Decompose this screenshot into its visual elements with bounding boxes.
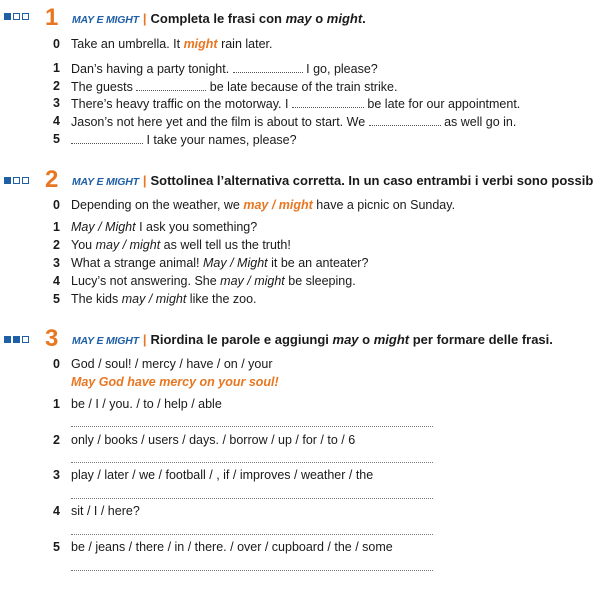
difficulty-square-filled <box>4 177 11 184</box>
answer-line[interactable] <box>71 534 433 535</box>
item-number: 0 <box>53 37 60 51</box>
example-answer: May God have mercy on your soul! <box>71 375 279 389</box>
word-list: God / soul! / mercy / have / on / your <box>71 357 273 371</box>
word-list: sit / I / here? <box>71 504 140 518</box>
item-number: 4 <box>53 114 60 128</box>
item-number: 2 <box>53 433 60 447</box>
difficulty-square-empty <box>13 13 20 20</box>
exercise-number: 2 <box>45 166 59 193</box>
item-number: 2 <box>53 79 60 93</box>
difficulty-square-empty <box>22 13 29 20</box>
alternatives-choice[interactable]: May / Might <box>71 220 136 234</box>
topic-tag: MAY E MIGHT <box>72 14 139 26</box>
separator: | <box>142 11 147 26</box>
sentence: You may / might as well tell us the truth! <box>71 238 291 252</box>
sentence: Lucy’s not answering. She may / might be sleeping. <box>71 274 356 288</box>
item-number: 2 <box>53 238 60 252</box>
topic-tag: MAY E MIGHT <box>72 176 139 188</box>
item-number: 3 <box>53 256 60 270</box>
item-number: 4 <box>53 274 60 288</box>
sentence: I take your names, please? <box>71 133 297 147</box>
sentence: The guests be late because of the train strike. <box>71 80 398 94</box>
item-number: 1 <box>53 61 60 75</box>
answer-line[interactable] <box>71 570 433 571</box>
topic-tag: MAY E MIGHT <box>72 335 139 347</box>
answer-line[interactable] <box>71 498 433 499</box>
example-answer: might <box>183 37 218 51</box>
difficulty-square-filled <box>4 336 11 343</box>
example-sentence: Depending on the weather, we may / might have a picnic on Sunday. <box>71 198 456 212</box>
item-number: 5 <box>53 132 60 146</box>
example-sentence: Take an umbrella. It might rain later. <box>71 37 273 51</box>
sentence: May / Might I ask you something? <box>71 220 258 234</box>
answer-line[interactable] <box>71 462 433 463</box>
item-number: 4 <box>53 504 60 518</box>
exercise-header: MAY E MIGHT | Completa le frasi con may o might. <box>72 11 366 26</box>
item-number: 1 <box>53 397 60 411</box>
item-number: 3 <box>53 468 60 482</box>
word-list: play / later / we / football / , if / improves / weather / the <box>71 468 374 482</box>
item-number: 5 <box>53 292 60 306</box>
difficulty-square-empty <box>22 177 29 184</box>
answer-blank[interactable] <box>233 62 303 73</box>
difficulty-square-empty <box>22 336 29 343</box>
separator: | <box>142 173 147 188</box>
answer-blank[interactable] <box>292 97 364 108</box>
alternatives-choice[interactable]: may / might <box>220 274 285 288</box>
sentence: Jason’s not here yet and the film is about to start. We as well go in. <box>71 115 517 129</box>
sentence: There’s heavy traffic on the motorway. I be late for our appointment. <box>71 97 521 111</box>
alternatives-choice[interactable]: may / might <box>95 238 161 252</box>
item-number: 0 <box>53 357 60 371</box>
exercise-header: MAY E MIGHT | Sottolinea l’alternativa corretta. In un caso entrambi i verbi sono possib <box>72 173 594 188</box>
difficulty-square-filled <box>13 336 20 343</box>
difficulty-square-empty <box>13 177 20 184</box>
alternatives-choice[interactable]: May / Might <box>203 256 268 270</box>
difficulty-square-filled <box>4 13 11 20</box>
word-list: only / books / users / days. / borrow / up / for / to / 6 <box>71 433 356 447</box>
sentence: The kids may / might like the zoo. <box>71 292 257 306</box>
sentence: Dan’s having a party tonight. I go, please? <box>71 62 378 76</box>
example-alternatives: may / might <box>243 198 313 212</box>
alternatives-choice[interactable]: may / might <box>121 292 187 306</box>
sentence: What a strange animal! May / Might it be an anteater? <box>71 256 369 270</box>
word-list: be / I / you. / to / help / able <box>71 397 222 411</box>
item-number: 0 <box>53 198 60 212</box>
answer-blank[interactable] <box>71 133 143 144</box>
answer-blank[interactable] <box>369 115 441 126</box>
answer-blank[interactable] <box>136 80 206 91</box>
item-number: 3 <box>53 96 60 110</box>
separator: | <box>142 332 147 347</box>
item-number: 5 <box>53 540 60 554</box>
exercise-number: 3 <box>45 325 59 352</box>
item-number: 1 <box>53 220 60 234</box>
word-list: be / jeans / there / in / there. / over / cupboard / the / some <box>71 540 393 554</box>
exercise-number: 1 <box>45 4 59 31</box>
exercise-header: MAY E MIGHT | Riordina le parole e aggiungi may o might per formare delle frasi. <box>72 332 553 347</box>
answer-line[interactable] <box>71 426 433 427</box>
